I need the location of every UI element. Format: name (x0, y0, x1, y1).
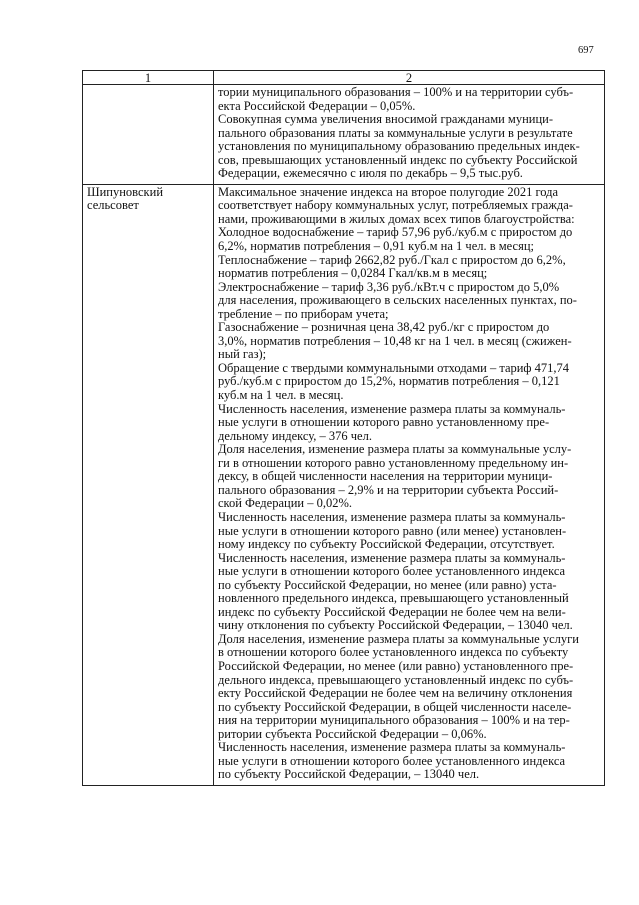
column-header-1: 1 (83, 71, 214, 85)
paragraph: Электроснабжение – тариф 3,36 руб./кВт.ч с приростом до 5,0% для населения, проживающего в сельских населенных пунктах, по- требление – по приборам учета; (218, 279, 577, 321)
paragraph: Холодное водоснабжение – тариф 57,96 руб./куб.м с приростом до 6,2%, норматив потребления – 0,91 куб.м на 1 чел. в месяц; (218, 225, 573, 254)
row2-municipality-cell (83, 184, 214, 785)
row1-municipality-cell (83, 85, 214, 185)
paragraph: Максимальное значение индекса на второе полугодие 2021 года соответствует набору коммунальных услуг, потребляемых гражда- нами, проживающими в жилых домах всех типов благоустройства: (218, 184, 575, 226)
paragraph: Численность населения, изменение размера платы за коммуналь- ные услуги в отношении которого равно (или менее) установлен- ному индексу по субъекту Российской Федерации, отсутствует. (218, 509, 567, 552)
paragraph: Обращение с твердыми коммунальными отходами – тариф 471,74 руб./куб.м с приростом до 15,2%, норматив потребления – 0,121 куб.м на 1 чел. в месяц. (218, 360, 570, 403)
paragraph: Численность населения, изменение размера платы за коммуналь- ные услуги в отношении которого равно установленному пре- дельному индексу, – 376 чел. (218, 401, 566, 443)
paragraph: Доля населения, изменение размера платы за коммунальные услу- ги в отношении которого равно установленному предельному ин- дексу, в общей численности населения на территории муници- пального образования – 2,9% и на территории субъекта Россий- ской Федерации – 0,02%. (218, 442, 572, 511)
column-header-2: 2 (214, 71, 605, 85)
table-row-shipunovsky (83, 184, 605, 785)
row1-text-cell (214, 85, 605, 185)
paragraph: Численность населения, изменение размера платы за коммуналь- ные услуги в отношении которого более установленного индекса по субъекту Российской Федерации, но менее (или равно) уста- новленного предельного индекса, превышающего установленный индекс по субъекту Российской Федерации не более чем на вели- чину отклонения по субъекту Российской Федерации, – 13040 чел. (218, 550, 573, 633)
paragraph: Теплоснабжение – тариф 2662,82 руб./Гкал с приростом до 6,2%, норматив потребления – 0,0284 Гкал/кв.м в месяц; (218, 252, 566, 281)
table-row-continuation (83, 85, 605, 185)
paragraph: Доля населения, изменение размера платы за коммунальные услуги в отношении которого более установленного индекса по субъекту Российской Федерации, но менее (или равно) установленного пре- дельного индекса, превышающего установленный индекс по субъ- екту Российской Федерации не более чем на величину отклонения по субъекту Российской Федерации, в общей численности населе- ния на территории муниципального образования – 100% и на тер- ритории субъекта Российской Федерации – 0,06%. (218, 631, 579, 741)
paragraph: тории муниципального образования – 100% и на территории субъ- екта Российской Федерации – 0,05%. (218, 85, 574, 113)
paragraph: Совокупная сумма увеличения вносимой гражданами муници- пального образования платы за коммунальные услуги в результате установления по муниципальному образованию предельных индек- сов, превышающих установленный индекс по субъекту Российской Федерации, ежемесячно с июля по декабрь – 9,5 тыс.руб. (218, 112, 580, 181)
paragraph: Газоснабжение – розничная цена 38,42 руб./кг с приростом до 3,0%, норматив потребления – 10,48 кг на 1 чел. в месяц (сжижен- ный газ); (218, 320, 572, 362)
municipality-name: Шипуновский сельсовет (87, 184, 164, 213)
paragraph: Численность населения, изменение размера платы за коммуналь- ные услуги в отношении которого более установленного индекса по субъекту Российской Федерации, – 13040 чел. (218, 740, 566, 782)
row2-text-cell (214, 184, 605, 785)
document-table (82, 70, 605, 786)
page-number: 697 (578, 45, 594, 56)
table-header-row (83, 71, 605, 85)
